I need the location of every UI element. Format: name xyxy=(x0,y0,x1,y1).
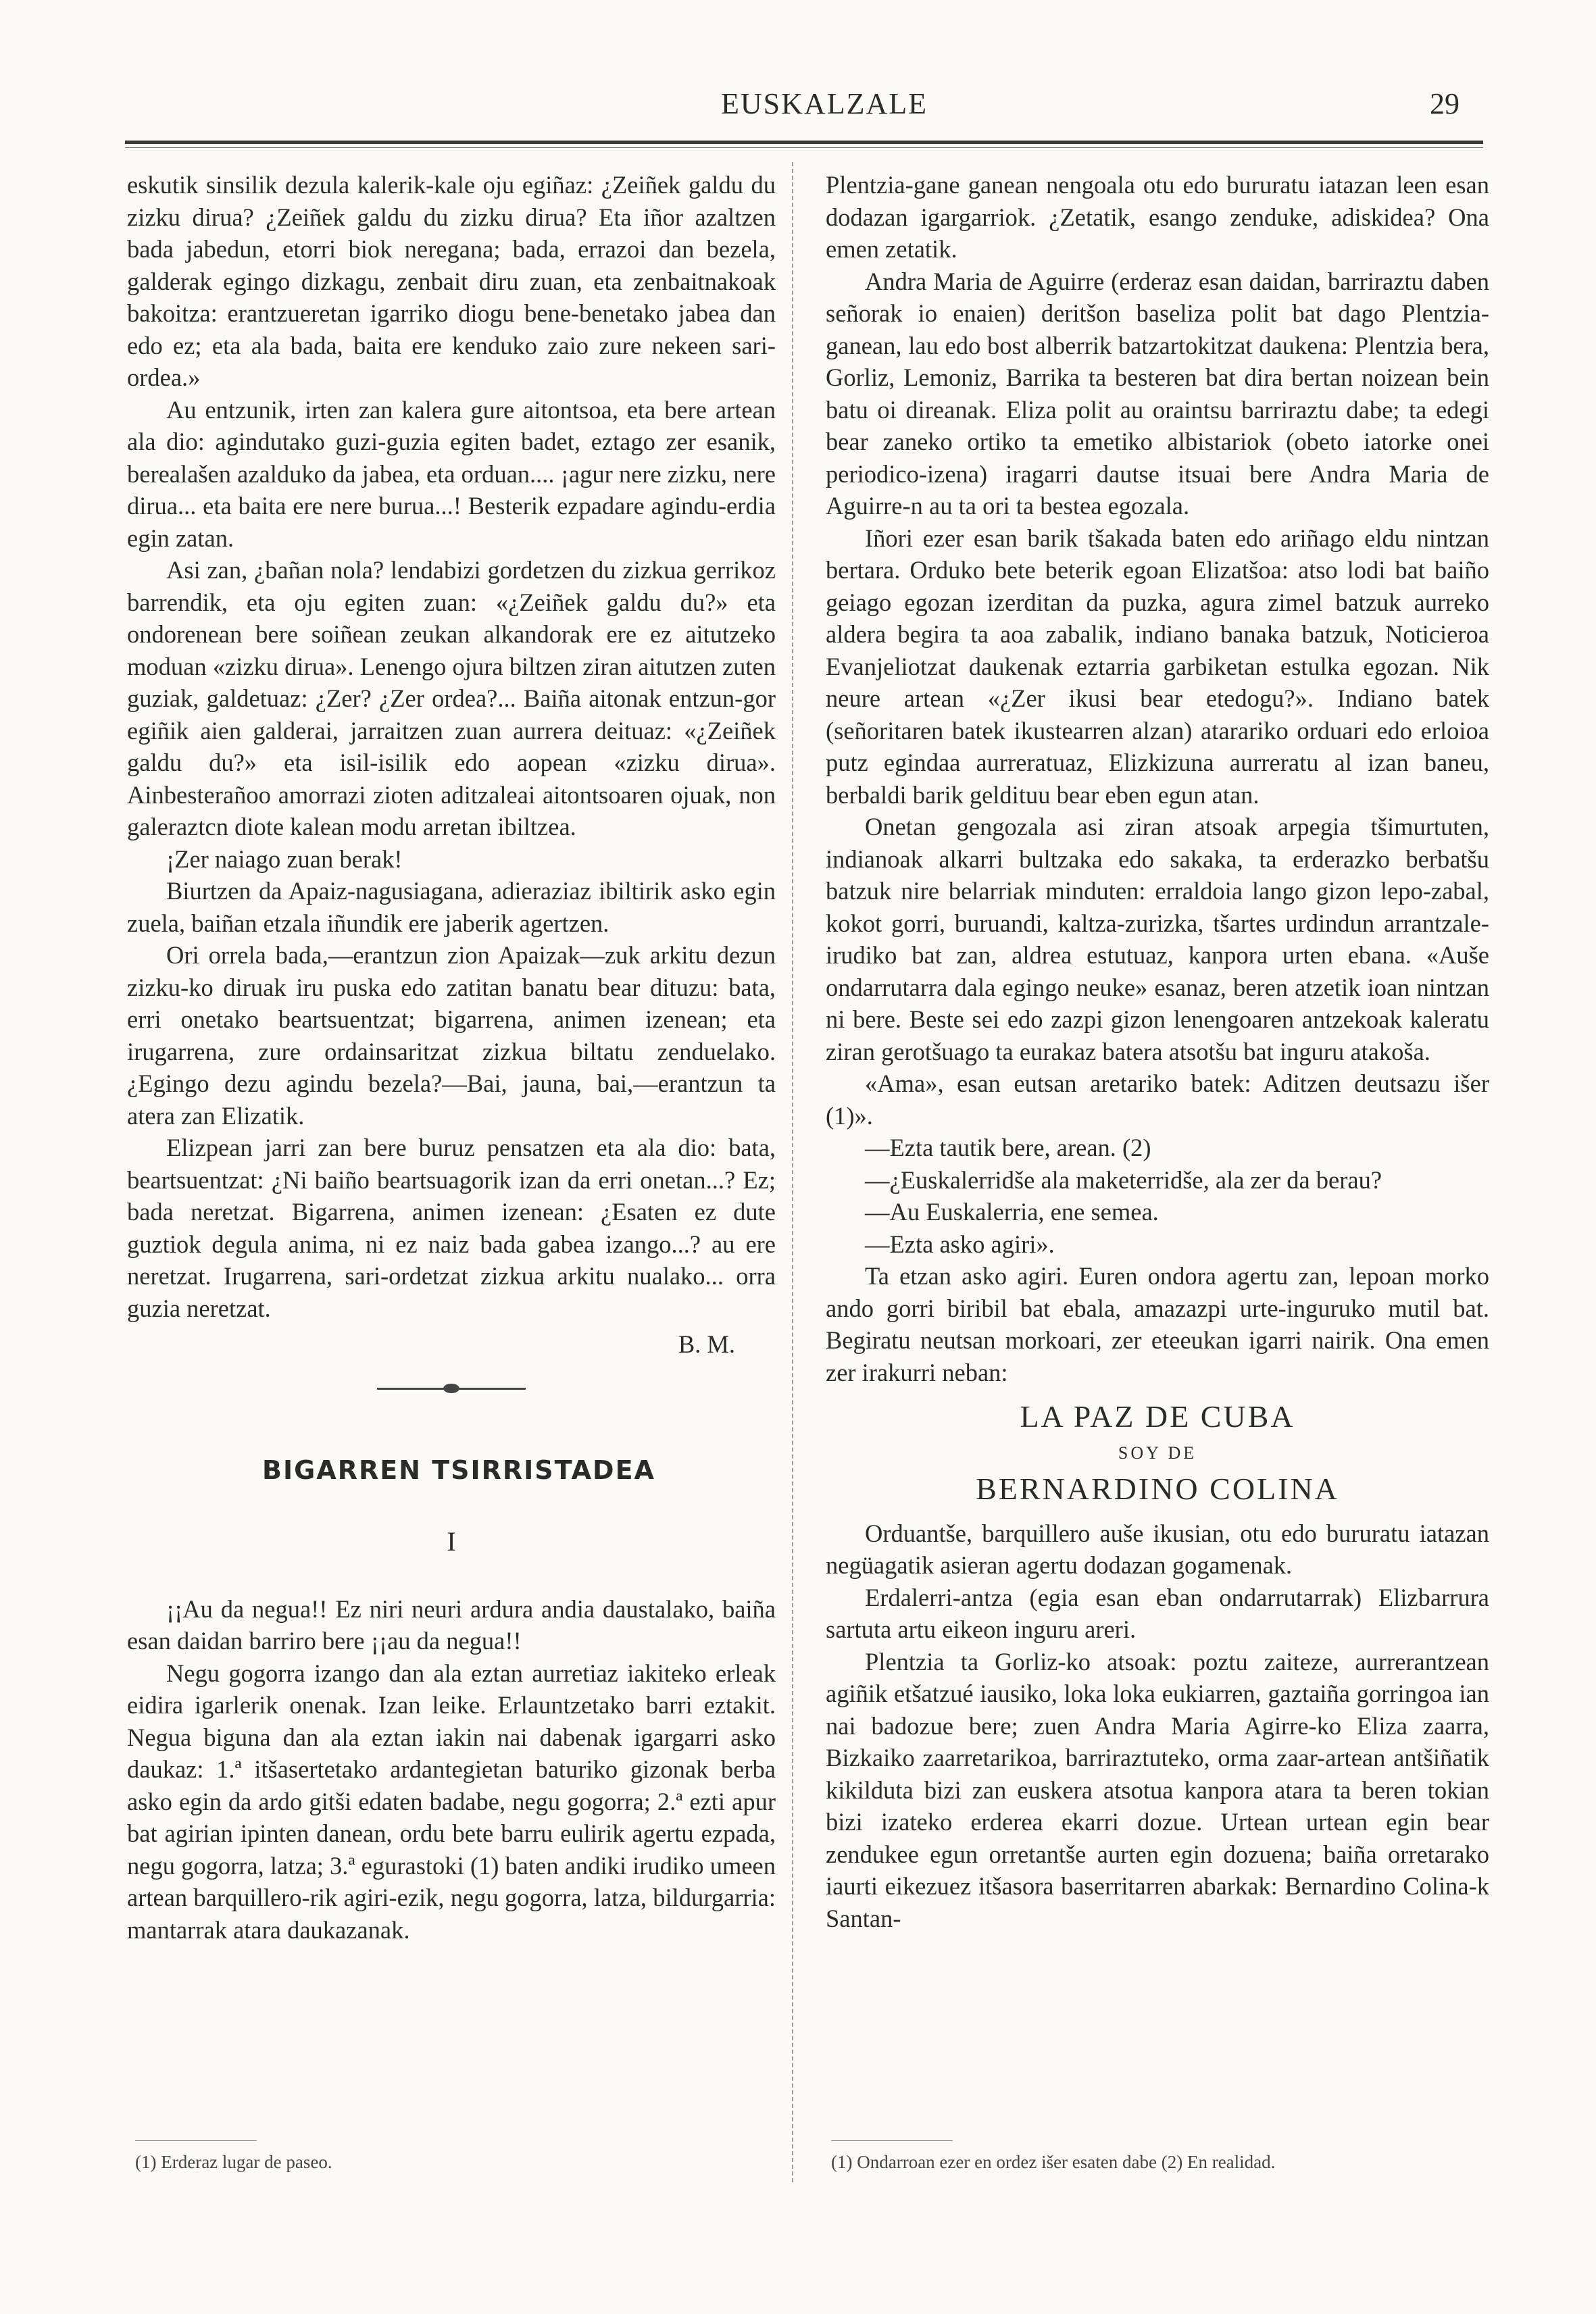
header-rule xyxy=(125,141,1483,144)
section-number: I xyxy=(447,1526,456,1557)
dialogue-line: —Au Euskalerria, ene semea. xyxy=(865,1198,1159,1226)
paragraph: Onetan gengozala asi ziran atsoak arpegia tšimurtuten, indianoak alkarri bultzaka edo sakaka, ta erderazko berbatšu batzuk nire belarriak minduten: erraldoia lango gizon lepo-zabal, kokot gorri, buruandi, kaltza-zurizka, tšartes urdindun arrantzale-irudiko bat zan, aldrea estutuaz, kanpora urten ebana. «Auše ondarrutarra dala egingo neuke» esanaz, beren atzetik ioan nintzan ni bere. Beste sei edo zazpi gizon lenengoaren antzekoak kaleratu ziran gerotšuago ta eurakaz batera atsotšu bat inguru atakoša. xyxy=(826,813,1489,1065)
paragraph: Elizpean jarri zan bere buruz pensatzen eta ala dio: bata, beartsuentzat: ¿Ni baiño beartsuagorik izan da erri onetan...? Ez; bada neretzat. Bigarrena, animen izenean: ¿Esaten ez dute guztiok degula anima, ni ez naiz bada gabea izango...? au ere neretzat. Irugarrena, sari-ordetzat zizkua arkitu nualako... orra guzia neretzat. xyxy=(127,1134,776,1322)
paragraph: Plentzia-gane ganean nengoala otu edo bururatu iatazan leen esan dodazan igargarriok. ¿Zetatik, esango zenduke, adiskidea? Ona emen zetatik. xyxy=(826,171,1489,263)
section-title: BIGARREN TSIRRISTADEA xyxy=(262,1455,655,1485)
ornament-divider xyxy=(377,1388,526,1390)
paragraph: Erdalerri-antza (egia esan eban ondarrutarrak) Elizbarrura sartuta artu eikeon inguru areri. xyxy=(826,1583,1489,1643)
paragraph: Negu gogorra izango dan ala eztan aurretiaz iakiteko erleak eidira igarlerik onenak. Izan leike. Erlauntzetako barri eztakit. Negua biguna dan ala eztan iakin nai dabenak igargarri asko daukaz: 1.ª itšasertetako ardantegietan baturiko gizonak berba asko egin da ardo gitši edaten badabe, negu gogorra; 2.ª ezti apur bat agirian ipinten danean, ordu bete barru eulirik agertu ezpada, negu gogorra, latza; 3.ª egurastoki (1) baten andiki irudiko umeen artean barquillero-rik agiri-ezik, negu gogorra, latza, bildurgarria: mantarrak atara daukazanak. xyxy=(127,1659,776,1944)
footnote-left: (1) Erderaz lugar de paseo. xyxy=(135,2152,332,2172)
paragraph: Asi zan, ¿bañan nola? lendabizi gordetzen du zizkua gerrikoz barrendik, eta oju egiten zuan: «¿Zeiñek galdu du?» eta ondorenean bere soiñean zeukan alkandorak ere ez aitutzeko moduan «zizku dirua». Lenengo ojura biltzen ziran aitutzen zuten guziak, galdetuaz: ¿Zer? ¿Zer ordea?... Baiña aitonak entzun-gor egiñik aien galderai, jarraitzen zuan aurrera deituaz: «¿Zeiñek galdu du?» eta isil-isilik edo aopean «zizku dirua». Ainbesterañoo amorrazi zioten aditzaleai aitontsoaren ojuak, non galeraztcn diote kalean modu arretan ibiltzea. xyxy=(127,556,776,840)
sign-subtitle-soy-de: SOY DE xyxy=(1118,1442,1197,1463)
header-rule-thin xyxy=(125,147,1483,148)
paragraph: «Ama», esan eutsan aretariko batek: Aditzen deutsazu išer (1)». xyxy=(826,1070,1489,1130)
paragraph: Orduantše, barquillero auše ikusian, otu edo bururatu iatazan negüagatik asieran agertu dodazan gogamenak. xyxy=(826,1519,1489,1579)
paragraph: Ori orrela bada,—erantzun zion Apaizak—zuk arkitu dezun zizku-ko diruak iru puska edo zatitan banatu bear dituzu: bata, erri onetako beartsuentzat; bigarrena, animen izenean; eta irugarrena, zure ordainsaritzat zizkua biltatu zenduelako. ¿Egingo dezu agindu bezela?—Bai, jauna, bai,—erantzun ta atera zan Elizatik. xyxy=(127,941,776,1130)
paragraph: ¡Zer naiago zuan berak! xyxy=(166,845,403,873)
sign-title-la-paz-de-cuba: LA PAZ DE CUBA xyxy=(1020,1399,1295,1434)
paragraph: Au entzunik, irten zan kalera gure aitontsoa, eta bere artean ala dio: agindutako guzi-guzia egiten badet, eztago zer esanik, berealašen azalduko da jabea, eta orduan.... ¡agur nere zizku, nere dirua... eta baita ere nere burua...! Besterik ezpadare agindu-erdia egin zatan. xyxy=(127,395,776,552)
paragraph: ¡¡Au da negua!! Ez niri neuri ardura andia daustalako, baiña esan daidan barriro bere ¡¡au da negua!! xyxy=(127,1594,776,1655)
footnote-rule-right xyxy=(831,2140,953,2141)
paragraph: Plentzia ta Gorliz-ko atsoak: poztu zaiteze, aurrerantzean agiñik etšatzué iausiko, loka loka eukiarren, gaztaiña gorringoa ian nai badozue bere; zuen Andra Maria Agirre-ko Eliza zaarra, Bizkaiko zaarretarikoa, barriraztuteko, orma zaar-artean antšiñatik kikilduta bizi zan euskera atsotua kanpora atara ta beren tokian bizi izateko erderea ekarri dozue. Urtean urtean egin bear zendukee egun orretantše aurten egin dozuena; baiña orretarako iaurti eikezuez itšasora baserritarren abarkak: Bernardino Colina-k Santan- xyxy=(826,1647,1489,1932)
running-head: EUSKALZALE xyxy=(721,87,928,120)
dialogue-line: —¿Euskalerridše ala maketerridše, ala zer da berau? xyxy=(865,1165,1382,1194)
page-number: 29 xyxy=(1430,87,1460,120)
sign-title-bernardino-colina: BERNARDINO COLINA xyxy=(976,1472,1339,1506)
footnote-right: (1) Ondarroan ezer en ordez išer esaten dabe (2) En realidad. xyxy=(831,2152,1276,2172)
right-column xyxy=(826,169,1489,1934)
paragraph: eskutik sinsilik dezula kalerik-kale oju egiñaz: ¿Zeiñek galdu du zizku dirua? ¿Zeiñek galdu du zizku dirua? Eta iñor azaltzen bada jabedun, etorri biok neregana; bada, errazoi dan bezela, galderak egingo dizkagu, zenbait diru zuan, eta zenbaitnakoak bakoitza: erantzueretan igarriko diogu bene-benetako jabea dan edo ez; eta ala bada, baita ere kenduko zaio zure nekeen sari-ordea.» xyxy=(127,171,776,391)
paragraph: Ta etzan asko agiri. Euren ondora agertu zan, lepoan morko ando gorri biribil bat ebala, amazazpi urte-inguruko mutil bat. Begiratu neutsan morkoari, zer eteeukan igarri nairik. Ona emen zer irakurri neban: xyxy=(826,1262,1489,1386)
signature: B. M. xyxy=(678,1330,735,1358)
paragraph: Andra Maria de Aguirre (erderaz esan daidan, barriraztu daben señorak io enaien) deritšon baseliza polit bat dago Plentzia-ganean, lau edo bost alberrik batzartokitzat daukena: Plentzia bera, Gorliz, Lemoniz, Barrika ta besteren bat dira bertan noizean bein batu oi direanak. Eliza polit au oraintsu barriraztu dabe; ta edegi bear zaneko ortiko ta emetiko albistariok (obeto iatorke onei periodico-izena) iragarri dautse itsuai bere Andra Maria de Aguirre-n au ta ori ta bestea egozala. xyxy=(826,267,1489,520)
dialogue-line: —Ezta tautik bere, arean. (2) xyxy=(865,1134,1151,1161)
paragraph: Biurtzen da Apaiz-nagusiagana, adieraziaz ibiltirik asko egin zuela, baiñan etzala iñundik ere jaberik agertzen. xyxy=(127,877,776,937)
left-column xyxy=(127,169,776,1946)
paragraph: Iñori ezer esan barik tšakada baten edo ariñago eldu nintzan bertara. Orduko bete beterik egoan Elizatšoa: atso lodi bat baiño geiago egozan izerditan da puzka, agura zimel batzuk aurreko aldera begira ta aoa zabalik, indiano banaka batzuk, Noticieroa Evanjeliotzat daukenak eztarria garbiketan estulka egozan. Nik neure artean «¿Zer ikusi bear etedogu?». Indiano batek (señoritaren batek ikustearren alzan) atarariko orduari edo erloioa putz egindaa aurreratuaz, Elizkizuna aurreratu al izan baneu, berbaldi barik geldituu bear eben egun atan. xyxy=(826,524,1489,809)
footnote-rule-left xyxy=(135,2140,257,2141)
dialogue-line: —Ezta asko agiri». xyxy=(865,1230,1055,1258)
column-divider xyxy=(792,162,793,2182)
